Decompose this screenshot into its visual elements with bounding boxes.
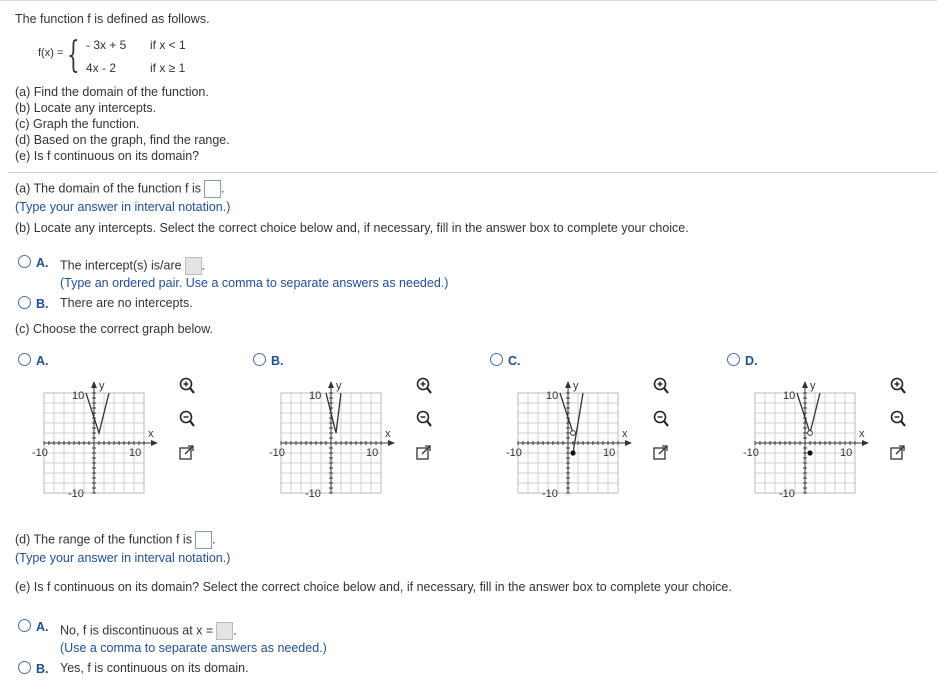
no-intercepts-text: There are no intercepts. — [60, 296, 193, 310]
graph-label-x: x — [859, 428, 865, 440]
graph-label-x: x — [385, 428, 391, 440]
option-letter: B. — [36, 297, 49, 311]
piece2-cond: if x ≥ 1 — [150, 61, 186, 75]
graph-option-a[interactable] — [18, 353, 49, 368]
intercept-text: The intercept(s) is/are — [60, 258, 182, 273]
graph-label-left: -10 — [743, 447, 759, 459]
graph-label-y: y — [810, 380, 816, 392]
part-d-row: (d) The range of the function f is . — [15, 531, 215, 549]
popout-icon[interactable] — [652, 444, 670, 462]
domain-input[interactable] — [204, 180, 221, 198]
graph-label-x: x — [622, 428, 628, 440]
graph-label-bottom: -10 — [305, 488, 321, 500]
part-e-option-b[interactable] — [18, 661, 49, 676]
intercept-input[interactable] — [185, 257, 202, 275]
graph-d — [743, 375, 909, 500]
top-border — [0, 0, 937, 1]
option-letter: C. — [508, 354, 521, 368]
graph-b — [269, 375, 435, 500]
graph-label-right: 10 — [129, 447, 142, 459]
option-letter: B. — [271, 354, 284, 368]
part-d-hint: (Type your answer in interval notation.) — [15, 551, 231, 565]
zoom-out-icon[interactable] — [178, 410, 196, 428]
part-e-text: (e) Is f continuous on its domain? — [15, 149, 200, 163]
radio-c-c[interactable] — [490, 353, 503, 366]
graph-label-y: y — [99, 380, 105, 392]
graph-label-right: 10 — [603, 447, 616, 459]
part-b-text: (b) Locate any intercepts. — [15, 101, 157, 115]
continuous-text: Yes, f is continuous on its domain. — [60, 661, 249, 675]
part-c-text: (c) Graph the function. — [15, 117, 140, 131]
radio-c-a[interactable] — [18, 353, 31, 366]
zoom-in-icon[interactable] — [178, 377, 196, 395]
graph-label-x: x — [148, 428, 154, 440]
popout-icon[interactable] — [178, 444, 196, 462]
part-e-option-a[interactable] — [18, 619, 49, 634]
graph-label-right: 10 — [366, 447, 379, 459]
part-d-text: (d) Based on the graph, find the range. — [15, 133, 230, 147]
radio-c-d[interactable] — [727, 353, 740, 366]
graph-label-top: 10 — [783, 390, 796, 402]
option-letter: A. — [36, 620, 49, 634]
parts-list — [15, 84, 230, 164]
radio-b-a[interactable] — [18, 255, 31, 268]
radio-c-b[interactable] — [253, 353, 266, 366]
part-e-a-row: No, f is discontinuous at x = . — [60, 622, 237, 640]
zoom-in-icon[interactable] — [415, 377, 433, 395]
graph-label-top: 10 — [546, 390, 559, 402]
graph-a — [32, 375, 198, 500]
popout-icon[interactable] — [415, 444, 433, 462]
fx-label: f(x) = — [38, 47, 64, 59]
graph-label-left: -10 — [506, 447, 522, 459]
graph-label-left: -10 — [269, 447, 285, 459]
zoom-in-icon[interactable] — [652, 377, 670, 395]
part-b-option-b[interactable] — [18, 296, 49, 311]
brace: { — [67, 35, 80, 76]
part-b-label: (b) Locate any intercepts. Select the correct choice below and, if necessary, fill in the answer box to complete your choice. — [15, 221, 689, 235]
discontinuity-input[interactable] — [216, 622, 233, 640]
part-a-text: (a) Find the domain of the function. — [15, 85, 209, 99]
part-d-label: (d) The range of the function f is — [15, 532, 192, 547]
option-letter: A. — [36, 354, 49, 368]
part-c-label: (c) Choose the correct graph below. — [15, 322, 214, 336]
radio-e-b[interactable] — [18, 661, 31, 674]
part-a-hint: (Type your answer in interval notation.) — [15, 200, 231, 214]
graph-option-c[interactable] — [490, 353, 521, 368]
radio-b-b[interactable] — [18, 296, 31, 309]
zoom-in-icon[interactable] — [889, 377, 907, 395]
graph-label-top: 10 — [72, 390, 85, 402]
piece1-cond: if x < 1 — [150, 38, 186, 52]
graph-option-d[interactable] — [727, 353, 758, 368]
graph-label-bottom: -10 — [779, 488, 795, 500]
problem-intro: The function f is defined as follows. — [15, 12, 210, 26]
graph-option-b[interactable] — [253, 353, 284, 368]
graph-label-y: y — [336, 380, 342, 392]
graph-label-left: -10 — [32, 447, 48, 459]
graph-c — [506, 375, 672, 500]
part-e-a-hint: (Use a comma to separate answers as needed.) — [60, 641, 327, 655]
discontinuous-text: No, f is discontinuous at x = — [60, 623, 214, 638]
zoom-out-icon[interactable] — [889, 410, 907, 428]
option-letter: B. — [36, 662, 49, 676]
part-e-label: (e) Is f continuous on its domain? Select the correct choice below and, if necessary, fill in the answer box to complete your choice. — [15, 580, 732, 594]
range-input[interactable] — [195, 531, 212, 549]
graph-label-bottom: -10 — [542, 488, 558, 500]
graph-label-y: y — [573, 380, 579, 392]
option-letter: D. — [745, 354, 758, 368]
graph-label-bottom: -10 — [68, 488, 84, 500]
piece1-expr: - 3x + 5 — [86, 38, 127, 52]
option-letter: A. — [36, 256, 49, 270]
piece2-expr: 4x - 2 — [86, 61, 117, 75]
part-b-option-a[interactable] — [18, 255, 49, 270]
zoom-out-icon[interactable] — [415, 410, 433, 428]
part-b-a-hint: (Type an ordered pair. Use a comma to separate answers as needed.) — [60, 276, 449, 290]
graph-label-right: 10 — [840, 447, 853, 459]
part-a-label: (a) The domain of the function f is — [15, 181, 201, 196]
popout-icon[interactable] — [889, 444, 907, 462]
part-b-a-row: The intercept(s) is/are . — [60, 257, 205, 275]
graph-label-top: 10 — [309, 390, 322, 402]
part-a-row: (a) The domain of the function f is . — [15, 180, 224, 198]
zoom-out-icon[interactable] — [652, 410, 670, 428]
radio-e-a[interactable] — [18, 619, 31, 632]
divider — [8, 172, 937, 173]
